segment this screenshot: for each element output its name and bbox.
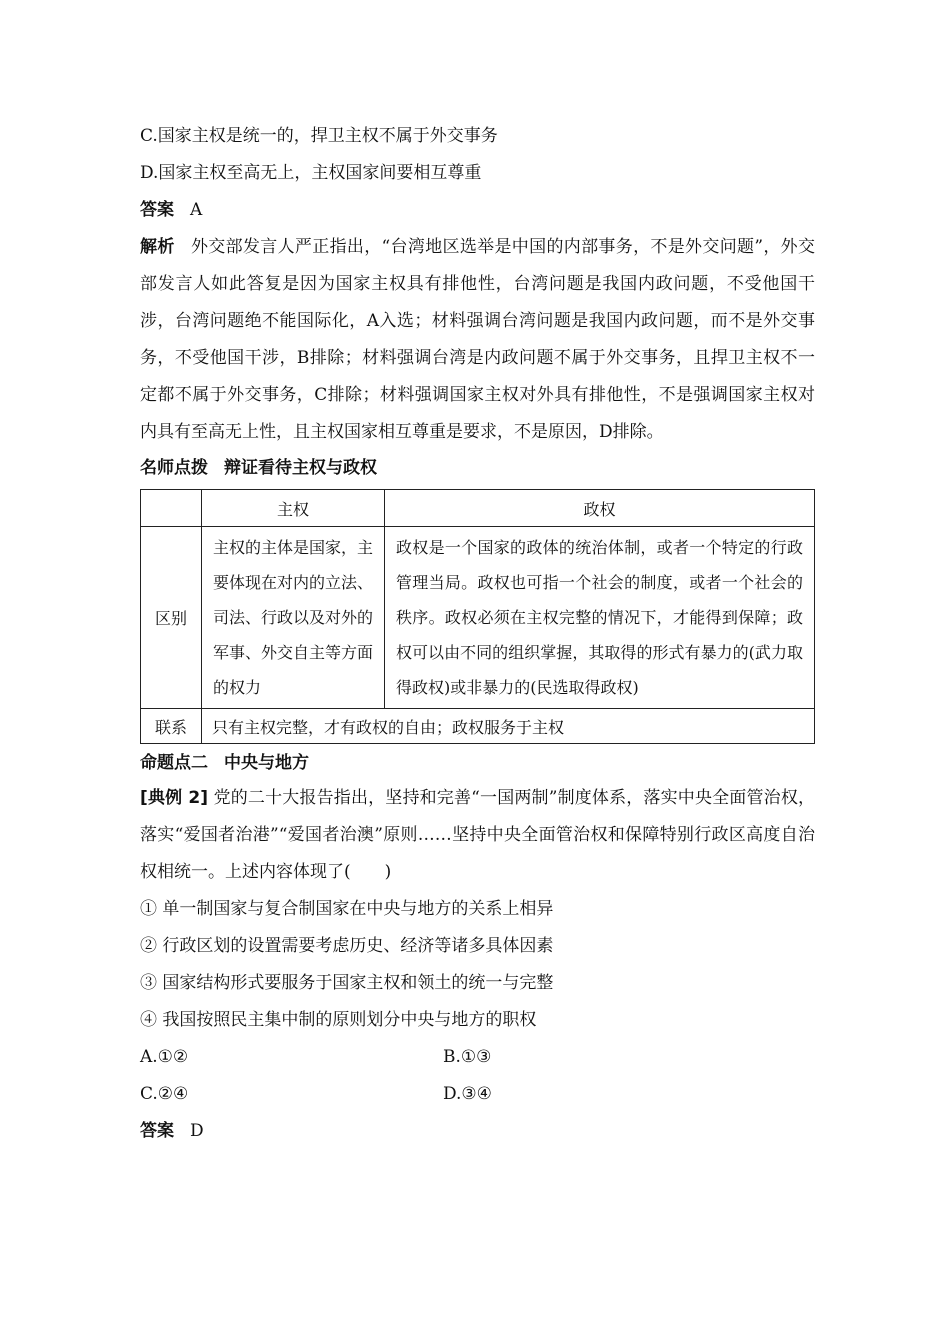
cell-link: 只有主权完整，才有政权的自由；政权服务于主权 [202, 709, 815, 744]
row-label-link: 联系 [141, 709, 202, 744]
analysis-1 [140, 229, 815, 451]
section-label: 命题点二 [140, 753, 208, 773]
analysis-label: 解析 [140, 237, 175, 257]
tip-label: 名师点拨 [140, 458, 208, 478]
table-header-empty [141, 490, 202, 527]
answer-1 [140, 192, 815, 229]
table-header-row [141, 490, 815, 527]
table-header-regime: 政权 [385, 490, 815, 527]
row-label-difference: 区别 [141, 527, 202, 709]
option-a: A.①② [140, 1047, 189, 1067]
tip-heading [140, 451, 815, 485]
cell-sovereignty-difference: 主权的主体是国家，主要体现在对内的立法、司法、行政以及对外的军事、外交自主等方面的权力 [213, 538, 374, 697]
statement-item: ③ 国家结构形式要服务于国家主权和领土的统一与完整 [140, 973, 554, 993]
comparison-table [140, 489, 815, 744]
option-c-prev: C.国家主权是统一的，捍卫主权不属于外交事务 [140, 126, 498, 146]
document-page [140, 118, 815, 1150]
answer-value: A [190, 200, 203, 220]
answer-label: 答案 [140, 1121, 174, 1141]
example-tag: [典例 2] [140, 788, 208, 808]
table-row-difference [141, 527, 815, 709]
answer-value: D [190, 1121, 204, 1141]
example-text: 党的二十大报告指出，坚持和完善“一国两制”制度体系，落实中央全面管治权，落实“爱国者治港”“爱国者治澳”原则……坚持中央全面管治权和保障特别行政区高度自治权相统一。上述内容体现了( ) [140, 788, 815, 882]
tip-title: 辩证看待主权与政权 [224, 458, 377, 478]
table-header-sovereignty: 主权 [202, 490, 385, 527]
answer-label: 答案 [140, 200, 174, 220]
option-d: D.③④ [443, 1084, 492, 1104]
statement-item: ④ 我国按照民主集中制的原则划分中央与地方的职权 [140, 1010, 537, 1030]
option-b: B.①③ [443, 1047, 492, 1067]
analysis-text: 外交部发言人严正指出，“台湾地区选举是中国的内部事务，不是外交问题”，外交部发言人如此答复是因为国家主权具有排他性，台湾问题是我国内政问题，不受他国干涉，台湾问题绝不能国际化，A入选；材料强调台湾问题是我国内政问题，而不是外交事务，不受他国干涉，B排除；材料强调台湾是内政问题不属于外交事务，且捍卫主权不一定都不属于外交事务，C排除；材料强调国家主权对外具有排他性，不是强调国家主权对内具有至高无上性，且主权国家相互尊重是要求，不是原因，D排除。 [140, 237, 815, 442]
statement-item: ① 单一制国家与复合制国家在中央与地方的关系上相异 [140, 899, 554, 919]
option-c: C.②④ [140, 1084, 189, 1104]
options-row-2 [140, 1076, 815, 1113]
section-heading [140, 746, 815, 780]
answer-2 [140, 1113, 815, 1150]
cell-regime-difference: 政权是一个国家的政体的统治体制，或者一个特定的行政管理当局。政权也可指一个社会的制度，或者一个社会的秩序。政权必须在主权完整的情况下，才能得到保障；政权可以由不同的组织掌握，其取得的形式有暴力的(武力取得政权)或非暴力的(民选取得政权) [396, 538, 803, 697]
option-d-prev: D.国家主权至高无上，主权国家间要相互尊重 [140, 163, 482, 183]
table-row-link [141, 709, 815, 744]
statement-item: ② 行政区划的设置需要考虑历史、经济等诸多具体因素 [140, 936, 554, 956]
section-title: 中央与地方 [224, 753, 309, 773]
options-row-1 [140, 1039, 815, 1076]
example-2 [140, 780, 815, 891]
